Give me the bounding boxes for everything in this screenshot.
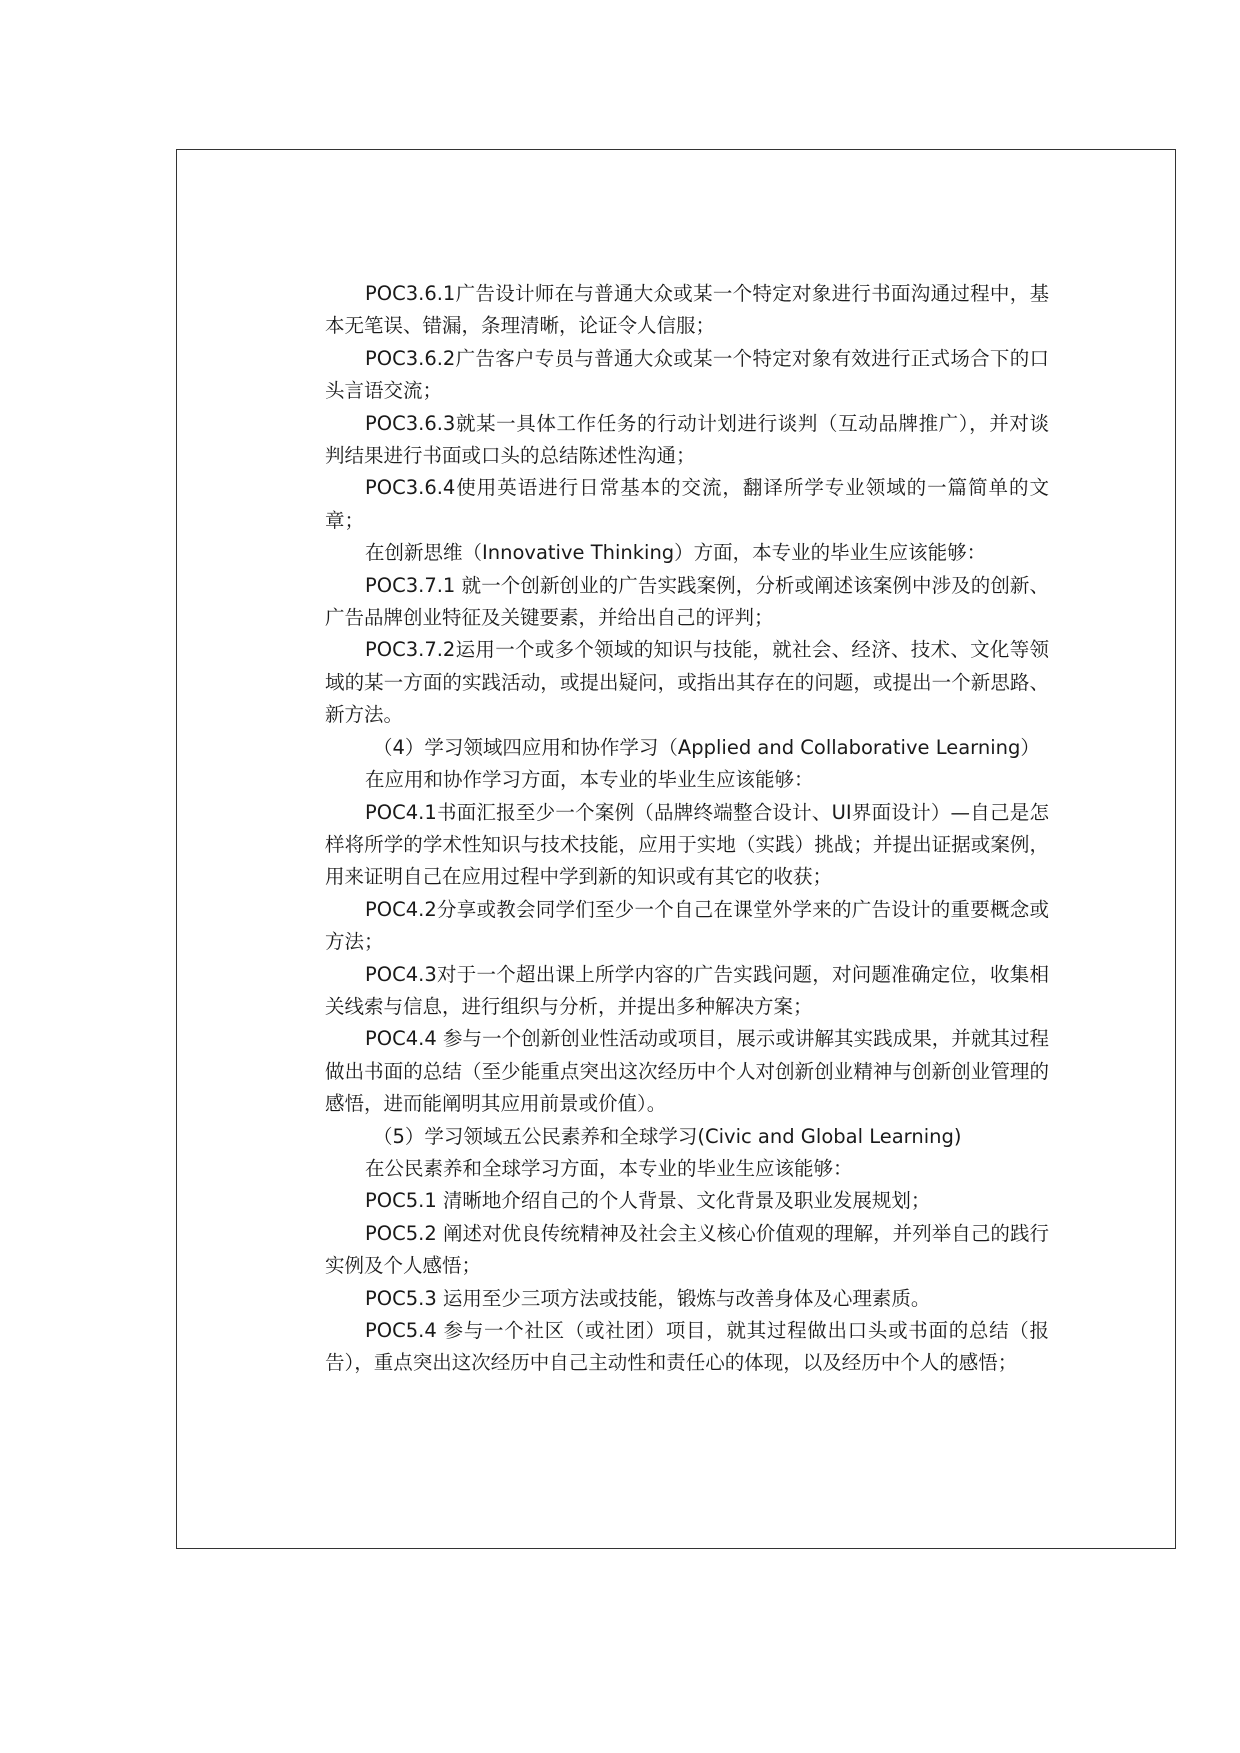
poc-4-2: POC4.2分享或教会同学们至少一个自己在课堂外学来的广告设计的重要概念或方法； (325, 897, 1049, 954)
poc-3-6-2: POC3.6.2广告客户专员与普通大众或某一个特定对象有效进行正式场合下的口头言语交流； (325, 346, 1049, 403)
poc-3-7-1: POC3.7.1 就一个创新创业的广告实践案例，分析或阐述该案例中涉及的创新、广告品牌创业特征及关键要素，并给出自己的评判； (325, 573, 1049, 630)
poc-3-6-1: POC3.6.1广告设计师在与普通大众或某一个特定对象进行书面沟通过程中，基本无笔误、错漏，条理清晰，论证令人信服； (325, 282, 1049, 338)
poc-3-7-2: POC3.7.2运用一个或多个领域的知识与技能，就社会、经济、技术、文化等领域的某一方面的实践活动，或提出疑问，或指出其存在的问题，或提出一个新思路、新方法。 (325, 638, 1049, 727)
innovative-thinking-intro: 在创新思维（Innovative Thinking）方面，本专业的毕业生应该能够： (365, 541, 987, 565)
document-body (325, 278, 1049, 1380)
poc-5-1: POC5.1 清晰地介绍自己的个人背景、文化背景及职业发展规划； (365, 1189, 931, 1213)
poc-4-1: POC4.1书面汇报至少一个案例（品牌终端整合设计、UI界面设计）—自己是怎样将所学的学术性知识与技术技能，应用于实地（实践）挑战；并提出证据或案例，用来证明自己在应用过程中学到新的知识或有其它的收获； (325, 800, 1049, 889)
section-4-heading: （4）学习领域四应用和协作学习（Applied and Collaborative Learning） (373, 735, 1040, 759)
poc-5-2: POC5.2 阐述对优良传统精神及社会主义核心价值观的理解，并列举自己的践行实例及个人感悟； (325, 1221, 1049, 1278)
poc-3-6-3: POC3.6.3就某一具体工作任务的行动计划进行谈判（互动品牌推广），并对谈判结果进行书面或口头的总结陈述性沟通； (325, 411, 1049, 468)
section-4-intro: 在应用和协作学习方面，本专业的毕业生应该能够： (365, 768, 814, 792)
section-5-intro: 在公民素养和全球学习方面，本专业的毕业生应该能够： (365, 1156, 853, 1180)
poc-3-6-4: POC3.6.4使用英语进行日常基本的交流，翻译所学专业领域的一篇简单的文章； (325, 476, 1049, 532)
poc-5-3: POC5.3 运用至少三项方法或技能，锻炼与改善身体及心理素质。 (365, 1286, 931, 1310)
poc-4-4: POC4.4 参与一个创新创业性活动或项目，展示或讲解其实践成果，并就其过程做出书面的总结（至少能重点突出这次经历中个人对创新创业精神与创新创业管理的感悟，进而能阐明其应用前景或价值）。 (325, 1027, 1049, 1116)
section-5-heading: （5）学习领域五公民素养和全球学习(Civic and Global Learning) (373, 1124, 962, 1148)
poc-4-3: POC4.3对于一个超出课上所学内容的广告实践问题，对问题准确定位，收集相关线索与信息，进行组织与分析，并提出多种解决方案； (325, 962, 1049, 1018)
poc-5-4: POC5.4 参与一个社区（或社团）项目，就其过程做出口头或书面的总结（报告），重点突出这次经历中自己主动性和责任心的体现，以及经历中个人的感悟； (325, 1319, 1049, 1375)
